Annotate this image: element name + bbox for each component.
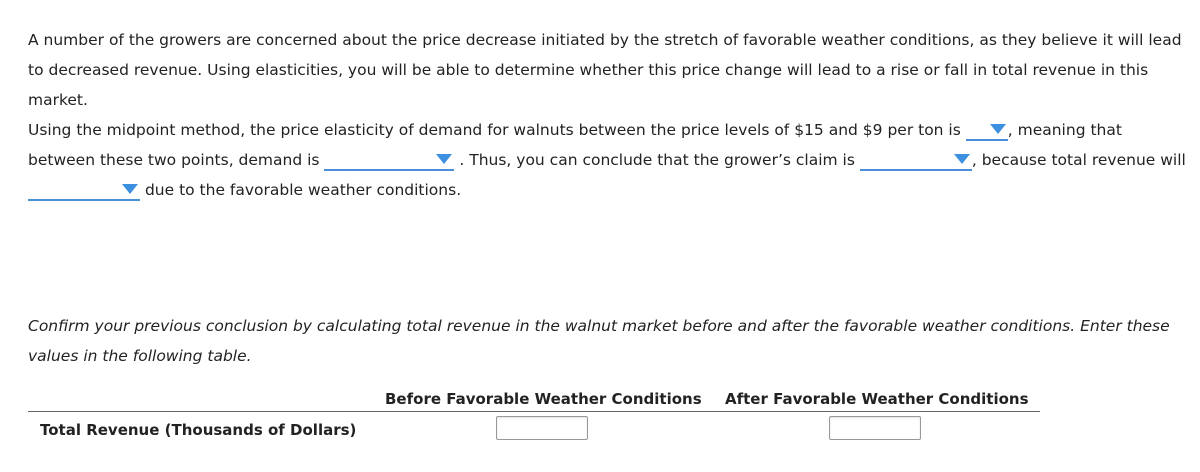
question-text-1: Using the midpoint method, the price elasticity of demand for walnuts between the price levels of $15 and $9 per ton is	[28, 121, 961, 139]
row-label-total-revenue: Total Revenue (Thousands of Dollars)	[40, 421, 357, 439]
elasticity-dropdown[interactable]	[966, 117, 1008, 141]
intro-paragraph: A number of the growers are concerned about the price decrease initiated by the stretch of favorable weather conditions, as they believe it will lead to decreased revenue. Using elasticities, you will be able to determine whether this price change will lead to a rise or fall in total revenue in this market.	[28, 31, 1182, 109]
caret-down-icon	[122, 184, 138, 194]
question-text-2: , meaning that between these two points, demand is	[28, 121, 1122, 169]
column-header-before: Before Favorable Weather Conditions	[385, 390, 702, 408]
caret-down-icon	[436, 154, 452, 164]
total-revenue-before-input[interactable]	[496, 416, 588, 440]
total-revenue-after-input[interactable]	[829, 416, 921, 440]
question-text-4: , because total revenue will	[971, 151, 1186, 169]
caret-down-icon	[954, 154, 970, 164]
revenue-table-header	[28, 390, 1040, 410]
question-text-5: due to the favorable weather conditions.	[144, 181, 462, 199]
confirm-instructions: Confirm your previous conclusion by calculating total revenue in the walnut market before and after the favorable weather conditions. Enter these values in the following table.	[28, 317, 1170, 365]
caret-down-icon	[990, 124, 1006, 134]
elasticity-question	[28, 115, 1188, 205]
revenue-change-dropdown[interactable]	[28, 177, 140, 201]
demand-type-dropdown[interactable]	[324, 147, 454, 171]
claim-validity-dropdown[interactable]	[860, 147, 972, 171]
question-text-3: . Thus, you can conclude that the grower’s claim is	[459, 151, 855, 169]
table-divider	[28, 411, 1040, 412]
column-header-after: After Favorable Weather Conditions	[725, 390, 1029, 408]
